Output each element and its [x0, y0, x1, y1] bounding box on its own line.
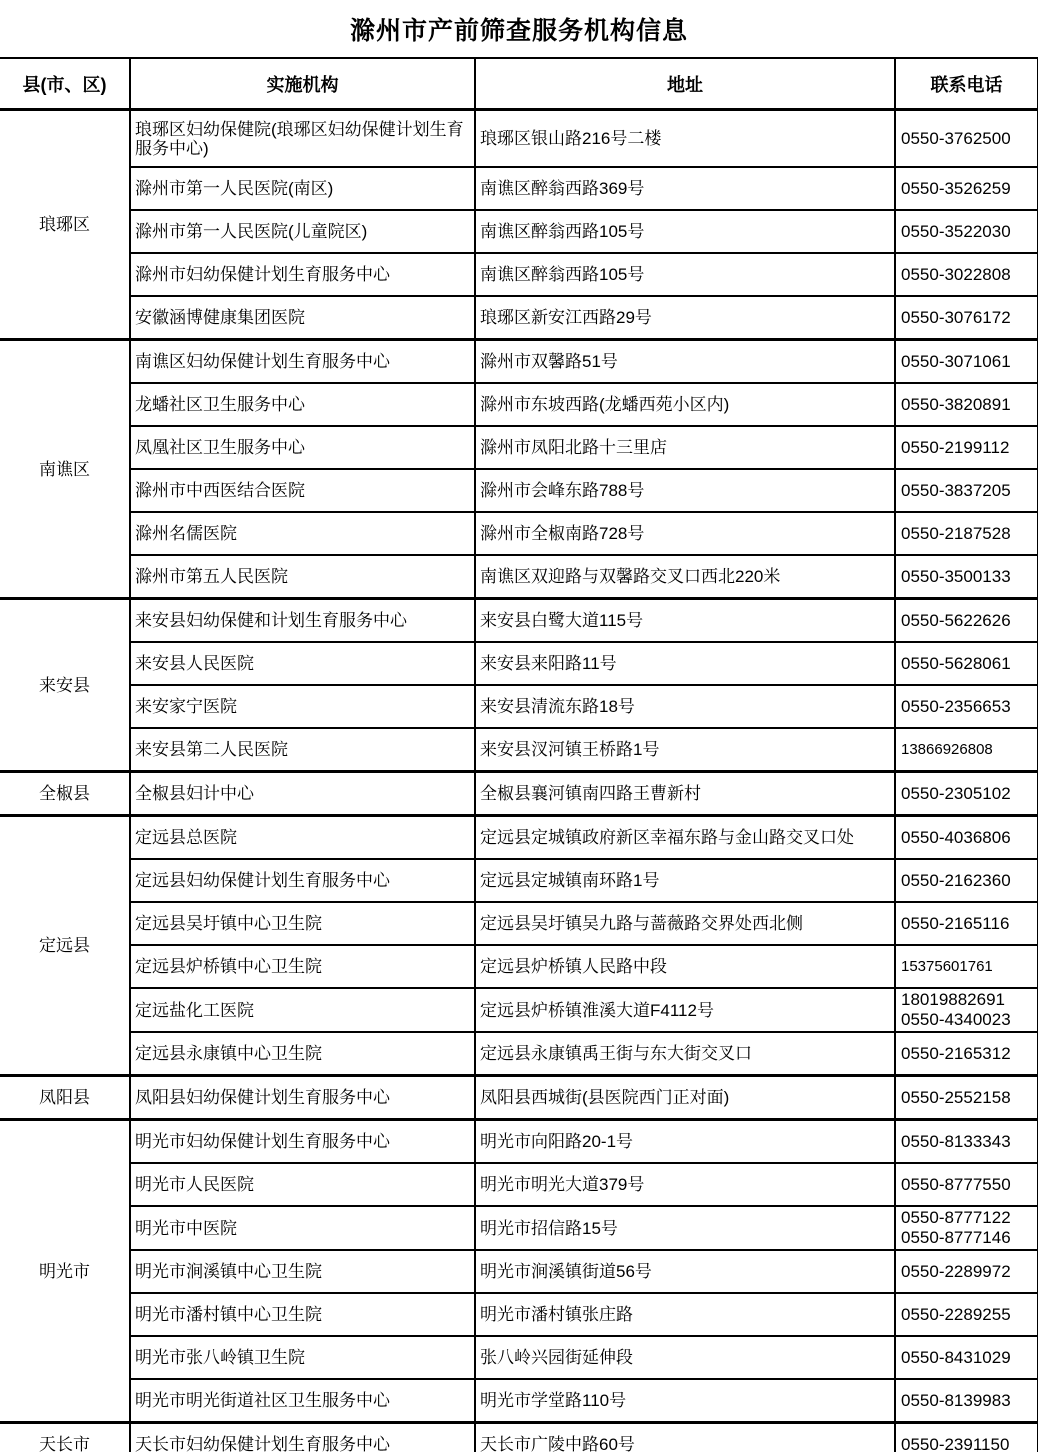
- phone-number: 0550-3076172: [901, 307, 1011, 327]
- phone-number: 0550-5622626: [901, 610, 1011, 630]
- org-cell: 明光市明光街道社区卫生服务中心: [130, 1379, 475, 1423]
- org-cell: 来安家宁医院: [130, 685, 475, 728]
- county-cell: 全椒县: [0, 772, 130, 816]
- phone-number: 0550-2289972: [901, 1261, 1011, 1281]
- org-cell: 明光市妇幼保健计划生育服务中心: [130, 1120, 475, 1164]
- phone-cell: [895, 902, 1038, 945]
- org-cell: 定远县总医院: [130, 816, 475, 860]
- addr-cell: 明光市向阳路20-1号: [475, 1120, 895, 1164]
- org-cell: 安徽涵博健康集团医院: [130, 296, 475, 340]
- table-row: [0, 945, 1038, 988]
- org-cell: 明光市潘村镇中心卫生院: [130, 1293, 475, 1336]
- org-cell: 定远县妇幼保健计划生育服务中心: [130, 859, 475, 902]
- table-row: [0, 772, 1038, 816]
- addr-cell: 滁州市东坡西路(龙蟠西苑小区内): [475, 383, 895, 426]
- phone-number: 0550-3837205: [901, 480, 1011, 500]
- phone-number: 0550-4036806: [901, 827, 1011, 847]
- phone-number: 0550-2391150: [901, 1434, 1010, 1452]
- table-row: [0, 988, 1038, 1032]
- phone-number: 0550-8139983: [901, 1390, 1011, 1410]
- addr-cell: 南谯区双迎路与双馨路交叉口西北220米: [475, 555, 895, 599]
- phone-number: 0550-8777122: [901, 1208, 1011, 1227]
- phone-number: 0550-3762500: [901, 128, 1011, 148]
- table-row: [0, 1293, 1038, 1336]
- addr-cell: 定远县永康镇禹王街与东大街交叉口: [475, 1032, 895, 1076]
- phone-number: 0550-2199112: [901, 437, 1010, 457]
- phone-cell: [895, 1336, 1038, 1379]
- phone-cell: [895, 599, 1038, 643]
- addr-cell: 明光市明光大道379号: [475, 1163, 895, 1206]
- phone-cell: [895, 1163, 1038, 1206]
- table-row: [0, 210, 1038, 253]
- org-cell: 定远县永康镇中心卫生院: [130, 1032, 475, 1076]
- org-cell: 滁州市中西医结合医院: [130, 469, 475, 512]
- table-row: [0, 1379, 1038, 1423]
- table-row: [0, 1076, 1038, 1120]
- county-cell: 凤阳县: [0, 1076, 130, 1120]
- institutions-table: [0, 57, 1038, 1452]
- addr-cell: 来安县清流东路18号: [475, 685, 895, 728]
- table-row: [0, 1423, 1038, 1452]
- org-cell: 琅琊区妇幼保健院(琅琊区妇幼保健计划生育服务中心): [130, 110, 475, 168]
- phone-number: 0550-3071061: [901, 351, 1011, 371]
- org-cell: 滁州市第五人民医院: [130, 555, 475, 599]
- org-cell: 来安县第二人民医院: [130, 728, 475, 772]
- county-cell: 明光市: [0, 1120, 130, 1423]
- org-cell: 凤阳县妇幼保健计划生育服务中心: [130, 1076, 475, 1120]
- phone-cell: [895, 1032, 1038, 1076]
- phone-cell: [895, 685, 1038, 728]
- phone-cell: [895, 383, 1038, 426]
- phone-cell: [895, 988, 1038, 1032]
- addr-cell: 天长市广陵中路60号: [475, 1423, 895, 1452]
- phone-number: 0550-5628061: [901, 653, 1011, 673]
- phone-number: 15375601761: [901, 957, 993, 975]
- phone-number: 0550-2356653: [901, 696, 1011, 716]
- addr-cell: 南谯区醉翁西路369号: [475, 167, 895, 210]
- phone-cell: [895, 296, 1038, 340]
- phone-cell: [895, 1379, 1038, 1423]
- phone-cell: [895, 642, 1038, 685]
- table-row: [0, 1032, 1038, 1076]
- phone-number: 0550-8431029: [901, 1347, 1011, 1367]
- county-cell: 来安县: [0, 599, 130, 772]
- table-row: [0, 1120, 1038, 1164]
- org-cell: 滁州名儒医院: [130, 512, 475, 555]
- org-cell: 定远县炉桥镇中心卫生院: [130, 945, 475, 988]
- addr-cell: 明光市招信路15号: [475, 1206, 895, 1250]
- table-body: [0, 110, 1038, 1452]
- table-row: [0, 1163, 1038, 1206]
- phone-number: 0550-2289255: [901, 1304, 1011, 1324]
- phone-cell: [895, 945, 1038, 988]
- addr-cell: 定远县炉桥镇淮溪大道F4112号: [475, 988, 895, 1032]
- phone-number: 18019882691: [901, 990, 1006, 1009]
- phone-number: 0550-4340023: [901, 1010, 1011, 1029]
- table-row: [0, 902, 1038, 945]
- phone-number: 0550-3022808: [901, 264, 1011, 284]
- phone-number: 0550-8777146: [901, 1228, 1011, 1247]
- header-addr: 地址: [475, 58, 895, 110]
- phone-cell: [895, 469, 1038, 512]
- addr-cell: 琅琊区新安江西路29号: [475, 296, 895, 340]
- page-title: 滁州市产前筛查服务机构信息: [349, 16, 688, 45]
- phone-number: 0550-2305102: [901, 783, 1011, 803]
- addr-cell: 滁州市双馨路51号: [475, 340, 895, 384]
- table-row: [0, 512, 1038, 555]
- table-row: [0, 816, 1038, 860]
- addr-cell: 定远县定城镇南环路1号: [475, 859, 895, 902]
- table-row: [0, 383, 1038, 426]
- addr-cell: 凤阳县西城街(县医院西门正对面): [475, 1076, 895, 1120]
- phone-cell: [895, 728, 1038, 772]
- org-cell: 来安县妇幼保健和计划生育服务中心: [130, 599, 475, 643]
- org-cell: 明光市中医院: [130, 1206, 475, 1250]
- phone-cell: [895, 253, 1038, 296]
- table-row: [0, 340, 1038, 384]
- org-cell: 凤凰社区卫生服务中心: [130, 426, 475, 469]
- header-org: 实施机构: [130, 58, 475, 110]
- table-row: [0, 167, 1038, 210]
- phone-cell: [895, 859, 1038, 902]
- table-row: [0, 1250, 1038, 1293]
- table-row: [0, 859, 1038, 902]
- phone-number: 0550-2552158: [901, 1087, 1011, 1107]
- header-phone: 联系电话: [895, 58, 1038, 110]
- addr-cell: 滁州市凤阳北路十三里店: [475, 426, 895, 469]
- addr-cell: 定远县吴圩镇吴九路与蔷薇路交界处西北侧: [475, 902, 895, 945]
- addr-cell: 来安县汊河镇王桥路1号: [475, 728, 895, 772]
- addr-cell: 定远县炉桥镇人民路中段: [475, 945, 895, 988]
- addr-cell: 来安县白鹭大道115号: [475, 599, 895, 643]
- phone-number: 0550-3522030: [901, 221, 1011, 241]
- phone-number: 13866926808: [901, 740, 993, 758]
- org-cell: 南谯区妇幼保健计划生育服务中心: [130, 340, 475, 384]
- table-row: [0, 728, 1038, 772]
- addr-cell: 明光市学堂路110号: [475, 1379, 895, 1423]
- phone-cell: [895, 772, 1038, 816]
- addr-cell: 南谯区醉翁西路105号: [475, 210, 895, 253]
- county-cell: 天长市: [0, 1423, 130, 1452]
- org-cell: 天长市妇幼保健计划生育服务中心: [130, 1423, 475, 1452]
- phone-number: 0550-2165116: [901, 913, 1010, 933]
- org-cell: 定远盐化工医院: [130, 988, 475, 1032]
- phone-cell: [895, 555, 1038, 599]
- header-county: 县(市、区): [0, 58, 130, 110]
- addr-cell: 定远县定城镇政府新区幸福东路与金山路交叉口处: [475, 816, 895, 860]
- table-row: [0, 426, 1038, 469]
- phone-number: 0550-2165312: [901, 1043, 1011, 1063]
- table-row: [0, 469, 1038, 512]
- phone-number: 0550-8777550: [901, 1174, 1011, 1194]
- addr-cell: 明光市涧溪镇街道56号: [475, 1250, 895, 1293]
- addr-cell: 琅琊区银山路216号二楼: [475, 110, 895, 168]
- table-row: [0, 110, 1038, 168]
- phone-cell: [895, 426, 1038, 469]
- phone-cell: [895, 1293, 1038, 1336]
- phone-number: 0550-8133343: [901, 1131, 1011, 1151]
- phone-number: 0550-3820891: [901, 394, 1011, 414]
- county-cell: 南谯区: [0, 340, 130, 599]
- table-row: [0, 296, 1038, 340]
- phone-cell: [895, 210, 1038, 253]
- phone-cell: [895, 1076, 1038, 1120]
- addr-cell: 南谯区醉翁西路105号: [475, 253, 895, 296]
- org-cell: 全椒县妇计中心: [130, 772, 475, 816]
- county-cell: 定远县: [0, 816, 130, 1076]
- table-row: [0, 253, 1038, 296]
- phone-cell: [895, 110, 1038, 168]
- addr-cell: 滁州市会峰东路788号: [475, 469, 895, 512]
- table-row: [0, 1206, 1038, 1250]
- addr-cell: 全椒县襄河镇南四路王曹新村: [475, 772, 895, 816]
- phone-cell: [895, 816, 1038, 860]
- org-cell: 滁州市第一人民医院(儿童院区): [130, 210, 475, 253]
- table-row: [0, 555, 1038, 599]
- phone-number: 0550-3500133: [901, 566, 1011, 586]
- org-cell: 龙蟠社区卫生服务中心: [130, 383, 475, 426]
- phone-cell: [895, 1206, 1038, 1250]
- table-row: [0, 599, 1038, 643]
- table-row: [0, 1336, 1038, 1379]
- org-cell: 定远县吴圩镇中心卫生院: [130, 902, 475, 945]
- addr-cell: 滁州市全椒南路728号: [475, 512, 895, 555]
- phone-number: 0550-2187528: [901, 523, 1011, 543]
- phone-cell: [895, 1423, 1038, 1452]
- org-cell: 滁州市第一人民医院(南区): [130, 167, 475, 210]
- table-row: [0, 685, 1038, 728]
- org-cell: 明光市人民医院: [130, 1163, 475, 1206]
- county-cell: 琅琊区: [0, 110, 130, 340]
- org-cell: 明光市涧溪镇中心卫生院: [130, 1250, 475, 1293]
- phone-cell: [895, 1120, 1038, 1164]
- addr-cell: 明光市潘村镇张庄路: [475, 1293, 895, 1336]
- phone-cell: [895, 512, 1038, 555]
- org-cell: 来安县人民医院: [130, 642, 475, 685]
- phone-cell: [895, 167, 1038, 210]
- header-row: [0, 58, 1038, 110]
- addr-cell: 张八岭兴园街延伸段: [475, 1336, 895, 1379]
- org-cell: 明光市张八岭镇卫生院: [130, 1336, 475, 1379]
- phone-number: 0550-3526259: [901, 178, 1011, 198]
- org-cell: 滁州市妇幼保健计划生育服务中心: [130, 253, 475, 296]
- phone-cell: [895, 1250, 1038, 1293]
- phone-number: 0550-2162360: [901, 870, 1011, 890]
- addr-cell: 来安县来阳路11号: [475, 642, 895, 685]
- table-row: [0, 642, 1038, 685]
- phone-cell: [895, 340, 1038, 384]
